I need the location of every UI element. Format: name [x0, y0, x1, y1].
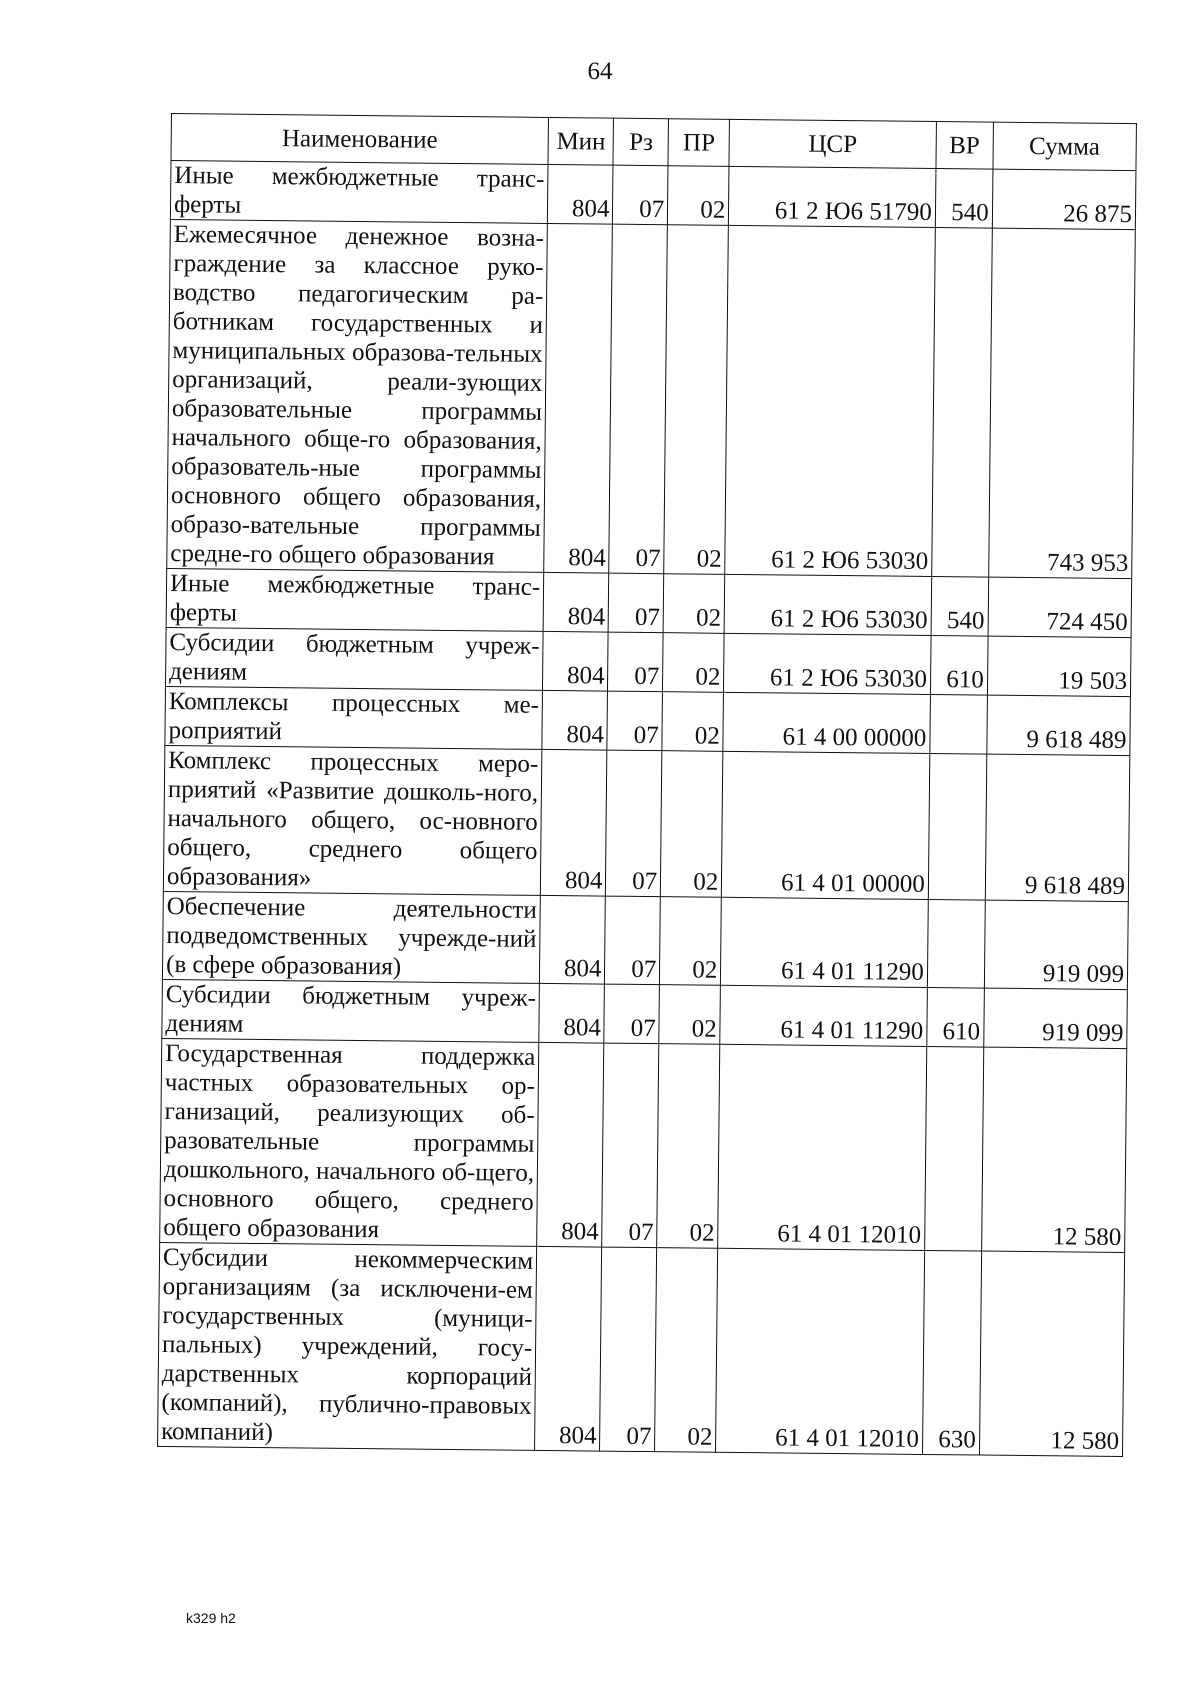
cell-pr: 02	[655, 1248, 718, 1453]
cell-vr	[928, 753, 986, 900]
cell-pr: 02	[659, 985, 721, 1045]
table-row	[165, 686, 1131, 755]
cell-name: Иные межбюджетные транс-ферты	[170, 161, 548, 224]
cell-vr	[930, 694, 987, 754]
cell-vr: 540	[935, 169, 992, 229]
cell-name: Ежемесячное денежное возна-граждение за классное руко-водство педагогическим ра-ботникам государственных и муниципальных образова-тельных организаций, реали-зующих образовательные программы начального обще-го образования, образователь-ные программы основного общего образования, образо-вательные программы средне-го общего образования	[167, 219, 548, 572]
cell-csr: 61 4 01 12010	[716, 1248, 925, 1454]
cell-min: 804	[544, 223, 613, 573]
cell-sum: 724 450	[988, 577, 1132, 637]
cell-name: Государственная поддержка частных образовательных ор-ганизаций, реализующих об-разовательные программы дошкольного, начального об-щего, основного общего, среднего общего образования	[160, 1038, 539, 1246]
cell-pr: 02	[660, 897, 722, 986]
table-row	[160, 1038, 1127, 1252]
cell-rz: 07	[607, 691, 662, 751]
cell-pr: 02	[663, 633, 725, 693]
table-row	[165, 627, 1131, 696]
cell-vr	[924, 1046, 983, 1251]
cell-csr: 61 4 01 11290	[721, 897, 928, 987]
cell-rz: 07	[604, 984, 659, 1044]
cell-pr: 02	[663, 574, 725, 634]
cell-pr: 02	[668, 166, 730, 226]
cell-name: Субсидии бюджетным учреж-дениям	[162, 979, 540, 1042]
cell-rz: 07	[606, 750, 662, 897]
cell-sum: 9 618 489	[985, 754, 1130, 901]
cell-pr: 02	[657, 1044, 720, 1249]
cell-csr: 61 2 Ю6 53030	[725, 225, 935, 576]
cell-name: Субсидии некоммерческим организациям (за исключени-ем государственных (муници-пальных) учреждений, госу-дарственных корпораций (компаний), публично-правовых компаний)	[158, 1242, 537, 1450]
cell-min: 804	[540, 749, 607, 896]
cell-csr: 61 2 Ю6 53030	[724, 574, 931, 635]
cell-rz: 07	[609, 573, 664, 633]
cell-pr: 02	[661, 751, 724, 898]
cell-min: 804	[540, 895, 606, 984]
cell-sum: 12 580	[979, 1251, 1124, 1456]
cell-sum: 743 953	[988, 228, 1135, 578]
cell-vr	[932, 228, 993, 578]
cell-min: 804	[537, 1042, 604, 1247]
cell-csr: 61 4 00 00000	[723, 692, 930, 753]
cell-pr: 02	[662, 692, 724, 752]
cell-vr: 610	[930, 635, 987, 695]
cell-rz: 07	[602, 1043, 659, 1248]
cell-min: 804	[539, 983, 605, 1043]
cell-rz: 07	[608, 632, 663, 692]
cell-min: 804	[543, 572, 609, 632]
footer-code: k329 h2	[186, 1610, 236, 1626]
page-number: 64	[587, 58, 613, 85]
cell-sum: 9 618 489	[987, 695, 1131, 755]
cell-vr: 630	[922, 1250, 981, 1455]
budget-table	[157, 113, 1137, 1457]
cell-name: Субсидии бюджетным учреж-дениям	[165, 627, 543, 690]
cell-sum: 26 875	[992, 169, 1136, 229]
cell-min: 804	[543, 631, 609, 691]
table-body	[158, 161, 1136, 1457]
cell-rz: 07	[609, 224, 667, 574]
cell-csr: 61 4 01 11290	[720, 985, 927, 1046]
header-csr: ЦСР	[729, 119, 936, 168]
cell-rz: 07	[600, 1247, 657, 1452]
cell-min: 804	[542, 690, 608, 750]
header-rz: Рз	[613, 118, 668, 166]
cell-vr: 610	[927, 987, 984, 1047]
cell-min: 804	[535, 1246, 602, 1451]
table-row	[162, 979, 1128, 1048]
cell-csr: 61 4 01 00000	[722, 751, 930, 899]
cell-name: Обеспечение деятельности подведомственных учрежде-ний (в сфере образования)	[162, 891, 540, 983]
cell-sum: 12 580	[981, 1047, 1126, 1252]
table-row	[166, 568, 1132, 637]
cell-min: 804	[548, 164, 614, 224]
cell-name: Иные межбюджетные транс-ферты	[166, 568, 544, 631]
cell-csr: 61 2 Ю6 51790	[729, 166, 936, 227]
table-row	[162, 891, 1128, 989]
cell-pr: 02	[664, 225, 729, 575]
cell-rz: 07	[613, 165, 668, 225]
cell-name: Комплексы процессных ме-роприятий	[165, 686, 543, 749]
table-row	[158, 1242, 1125, 1456]
header-sum: Сумма	[993, 122, 1137, 170]
header-min: Мин	[548, 117, 614, 165]
cell-name: Комплекс процессных меро-приятий «Развитие дошколь-ного, начального общего, ос-новного общего, среднего общего образования»	[163, 745, 542, 895]
cell-vr	[927, 899, 985, 988]
cell-csr: 61 4 01 12010	[718, 1044, 927, 1250]
cell-rz: 07	[605, 896, 661, 985]
header-name: Наименование	[171, 114, 549, 165]
table-row	[170, 161, 1136, 230]
cell-csr: 61 2 Ю6 53030	[724, 633, 931, 694]
header-vr: ВР	[936, 122, 993, 170]
cell-vr: 540	[931, 576, 988, 636]
cell-sum: 919 099	[983, 988, 1127, 1048]
table-row	[163, 745, 1129, 901]
cell-sum: 19 503	[987, 636, 1131, 696]
table-row	[167, 219, 1136, 578]
cell-sum: 919 099	[984, 900, 1128, 989]
header-pr: ПР	[668, 119, 730, 167]
